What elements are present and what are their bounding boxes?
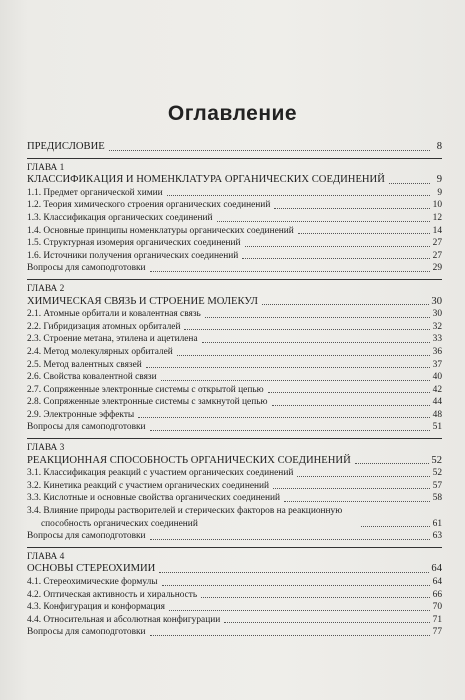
leader-dots <box>177 354 430 356</box>
divider <box>27 279 442 280</box>
leader-dots <box>162 584 430 586</box>
toc-entry-label-line1: 3.4. Влияние природы растворителей и стерических факторов на реакционную <box>27 506 343 517</box>
toc-section[interactable] <box>27 225 442 238</box>
toc-section[interactable] <box>27 333 442 346</box>
toc-entry-page: 30 <box>432 309 442 320</box>
chapter-label: ГЛАВА 2 <box>27 283 65 294</box>
toc-entry-label: 4.3. Конфигурация и конформация <box>27 602 165 613</box>
toc-entry-page: 58 <box>432 493 442 504</box>
leader-dots <box>262 303 430 305</box>
toc-section[interactable] <box>27 409 442 422</box>
toc-entry-page: 57 <box>432 480 442 491</box>
toc-questions[interactable] <box>27 262 442 275</box>
toc-entry-page: 61 <box>432 518 442 529</box>
toc-entry-page: 52 <box>432 468 442 479</box>
toc-entry-label: 2.6. Свойства ковалентной связи <box>27 372 157 383</box>
toc-entry-page: 27 <box>432 250 442 261</box>
leader-dots <box>184 328 430 330</box>
leader-dots <box>273 487 430 489</box>
toc-entry-label: РЕАКЦИОННАЯ СПОСОБНОСТЬ ОРГАНИЧЕСКИХ СОЕДИНЕНИЙ <box>27 454 351 466</box>
leader-dots <box>205 316 430 318</box>
toc-entry-page: 8 <box>436 141 442 152</box>
toc-section[interactable] <box>27 576 442 589</box>
toc-entry-label: ОСНОВЫ СТЕРЕОХИМИИ <box>27 563 156 575</box>
leader-dots <box>284 500 430 502</box>
leader-dots <box>297 475 430 477</box>
leader-dots <box>268 391 430 393</box>
toc-questions[interactable] <box>27 421 442 434</box>
toc-preface[interactable] <box>27 141 442 154</box>
toc-entry-label: 3.2. Кинетика реакций с участием органических соединений <box>27 480 270 491</box>
toc-entry-label: 2.7. Сопряженные электронные системы с открытой цепью <box>27 384 264 395</box>
toc-section[interactable] <box>27 480 442 493</box>
leader-dots <box>138 416 430 418</box>
toc-entry-page: 44 <box>432 397 442 408</box>
toc-questions[interactable] <box>27 530 442 543</box>
toc-chapter-title[interactable] <box>27 563 442 576</box>
toc-entry-label: ПРЕДИСЛОВИЕ <box>27 141 105 152</box>
chapter-label: ГЛАВА 4 <box>27 551 65 562</box>
leader-dots <box>298 232 430 234</box>
table-of-contents <box>27 141 442 639</box>
toc-entry-label: 2.9. Электронные эффекты <box>27 409 135 420</box>
toc-entry-label: 1.3. Классификация органических соединений <box>27 212 213 223</box>
leader-dots <box>109 149 430 151</box>
toc-entry-page: 52 <box>431 454 442 466</box>
toc-entry-label: 2.1. Атомные орбитали и ковалентная связь <box>27 309 201 320</box>
toc-entry-page: 29 <box>432 263 442 274</box>
toc-entry-page: 14 <box>432 225 442 236</box>
toc-entry-label: 4.1. Стереохимические формулы <box>27 577 158 587</box>
toc-entry-page: 40 <box>432 372 442 383</box>
leader-dots <box>202 341 430 343</box>
leader-dots <box>242 257 430 259</box>
divider <box>27 547 442 548</box>
leader-dots <box>201 596 430 598</box>
toc-section[interactable] <box>27 371 442 384</box>
toc-section[interactable] <box>27 396 442 409</box>
toc-entry-label: КЛАССИФИКАЦИЯ И НОМЕНКЛАТУРА ОРГАНИЧЕСКИХ СОЕДИНЕНИЙ <box>27 174 385 186</box>
toc-entry-page: 9 <box>436 174 442 186</box>
toc-entry-page: 37 <box>432 359 442 370</box>
leader-dots <box>150 634 430 636</box>
toc-entry-page: 30 <box>431 295 442 307</box>
toc-entry-label-line2: способность органических соединений <box>41 518 198 529</box>
leader-dots <box>355 462 430 464</box>
leader-dots <box>146 366 430 368</box>
chapter-label: ГЛАВА 3 <box>27 443 65 454</box>
leader-dots <box>272 404 431 406</box>
toc-entry-page: 66 <box>432 589 442 600</box>
toc-entry-label: 3.3. Кислотные и основные свойства органических соединений <box>27 493 280 504</box>
toc-section[interactable] <box>27 589 442 602</box>
toc-chapter-title[interactable] <box>27 455 442 468</box>
leader-dots <box>150 538 430 540</box>
toc-entry-page: 71 <box>432 614 442 625</box>
leader-dots <box>274 207 430 209</box>
leader-dots <box>389 182 430 184</box>
toc-section[interactable] <box>27 308 442 321</box>
toc-entry-label: 1.6. Источники получения органических соединений <box>27 250 239 261</box>
toc-questions[interactable] <box>27 626 442 639</box>
leader-dots <box>169 609 430 611</box>
toc-entry-label: 1.5. Структурная изомерия органических соединений <box>27 238 241 249</box>
toc-entry-label: ХИМИЧЕСКАЯ СВЯЗЬ И СТРОЕНИЕ МОЛЕКУЛ <box>27 295 258 307</box>
toc-section[interactable] <box>27 212 442 225</box>
toc-entry-page: 64 <box>431 563 442 575</box>
leader-dots <box>224 621 430 623</box>
toc-entry-label <box>27 505 359 530</box>
toc-entry-page: 27 <box>432 238 442 249</box>
toc-entry-label: Вопросы для самоподготовки <box>27 263 146 274</box>
toc-entry-page: 32 <box>432 321 442 332</box>
toc-section[interactable] <box>27 359 442 372</box>
divider <box>27 438 442 439</box>
toc-entry-page: 12 <box>432 212 442 223</box>
leader-dots <box>159 571 429 573</box>
leader-dots <box>167 194 430 196</box>
toc-entry-page: 63 <box>432 531 442 542</box>
leader-dots <box>161 379 430 381</box>
chapter-label: ГЛАВА 1 <box>27 162 65 173</box>
toc-chapter-title[interactable] <box>27 296 442 309</box>
toc-entry-page: 42 <box>432 384 442 395</box>
toc-entry-page: 9 <box>437 187 442 198</box>
toc-entry-label: 1.4. Основные принципы номенклатуры органических соединений <box>27 225 294 236</box>
toc-entry-label: 1.2. Теория химического строения органических соединений <box>27 200 271 211</box>
page-title: Оглавление <box>167 102 298 125</box>
toc-entry-page: 77 <box>432 627 442 638</box>
toc-entry-label: Вопросы для самоподготовки <box>27 422 146 433</box>
toc-section[interactable] <box>27 601 442 614</box>
leader-dots <box>361 525 430 527</box>
leader-dots <box>150 429 430 431</box>
toc-entry-label: 4.2. Оптическая активность и хиральность <box>27 589 198 600</box>
toc-entry-label: 2.4. Метод молекулярных орбиталей <box>27 346 173 357</box>
toc-section[interactable] <box>27 346 442 359</box>
toc-entry-label: 2.3. Строение метана, этилена и ацетилена <box>27 334 198 345</box>
toc-section[interactable] <box>27 199 442 212</box>
toc-entry-label: 2.2. Гибридизация атомных орбиталей <box>27 321 181 332</box>
leader-dots <box>150 270 430 272</box>
toc-section[interactable] <box>27 187 442 200</box>
toc-entry-page: 33 <box>432 334 442 345</box>
toc-entry-page: 64 <box>432 577 442 587</box>
divider <box>27 158 442 159</box>
toc-section[interactable] <box>27 384 442 397</box>
toc-entry-page: 70 <box>432 602 442 613</box>
toc-entry-page: 51 <box>432 422 442 433</box>
toc-section[interactable] <box>27 614 442 627</box>
toc-entry-label: 1.1. Предмет органической химии <box>27 187 163 198</box>
toc-section[interactable] <box>27 321 442 334</box>
toc-section[interactable] <box>27 237 442 250</box>
toc-entry-page: 36 <box>432 346 442 357</box>
toc-section[interactable] <box>27 492 442 505</box>
leader-dots <box>217 220 431 222</box>
toc-entry-page: 10 <box>432 200 442 211</box>
toc-entry-label: 3.1. Классификация реакций с участием органических соединений <box>27 468 294 479</box>
toc-section[interactable] <box>27 467 442 480</box>
toc-section-multiline[interactable] <box>27 505 442 530</box>
toc-chapter-title[interactable] <box>27 174 442 187</box>
toc-entry-label: 4.4. Относительная и абсолютная конфигурации <box>27 614 221 625</box>
toc-entry-label: Вопросы для самоподготовки <box>27 627 146 638</box>
leader-dots <box>245 245 430 247</box>
toc-entry-label: 2.5. Метод валентных связей <box>27 359 142 370</box>
toc-entry-page: 48 <box>432 409 442 420</box>
toc-section[interactable] <box>27 250 442 263</box>
toc-entry-label: 2.8. Сопряженные электронные системы с замкнутой цепью <box>27 397 268 408</box>
toc-entry-label: Вопросы для самоподготовки <box>27 531 146 542</box>
